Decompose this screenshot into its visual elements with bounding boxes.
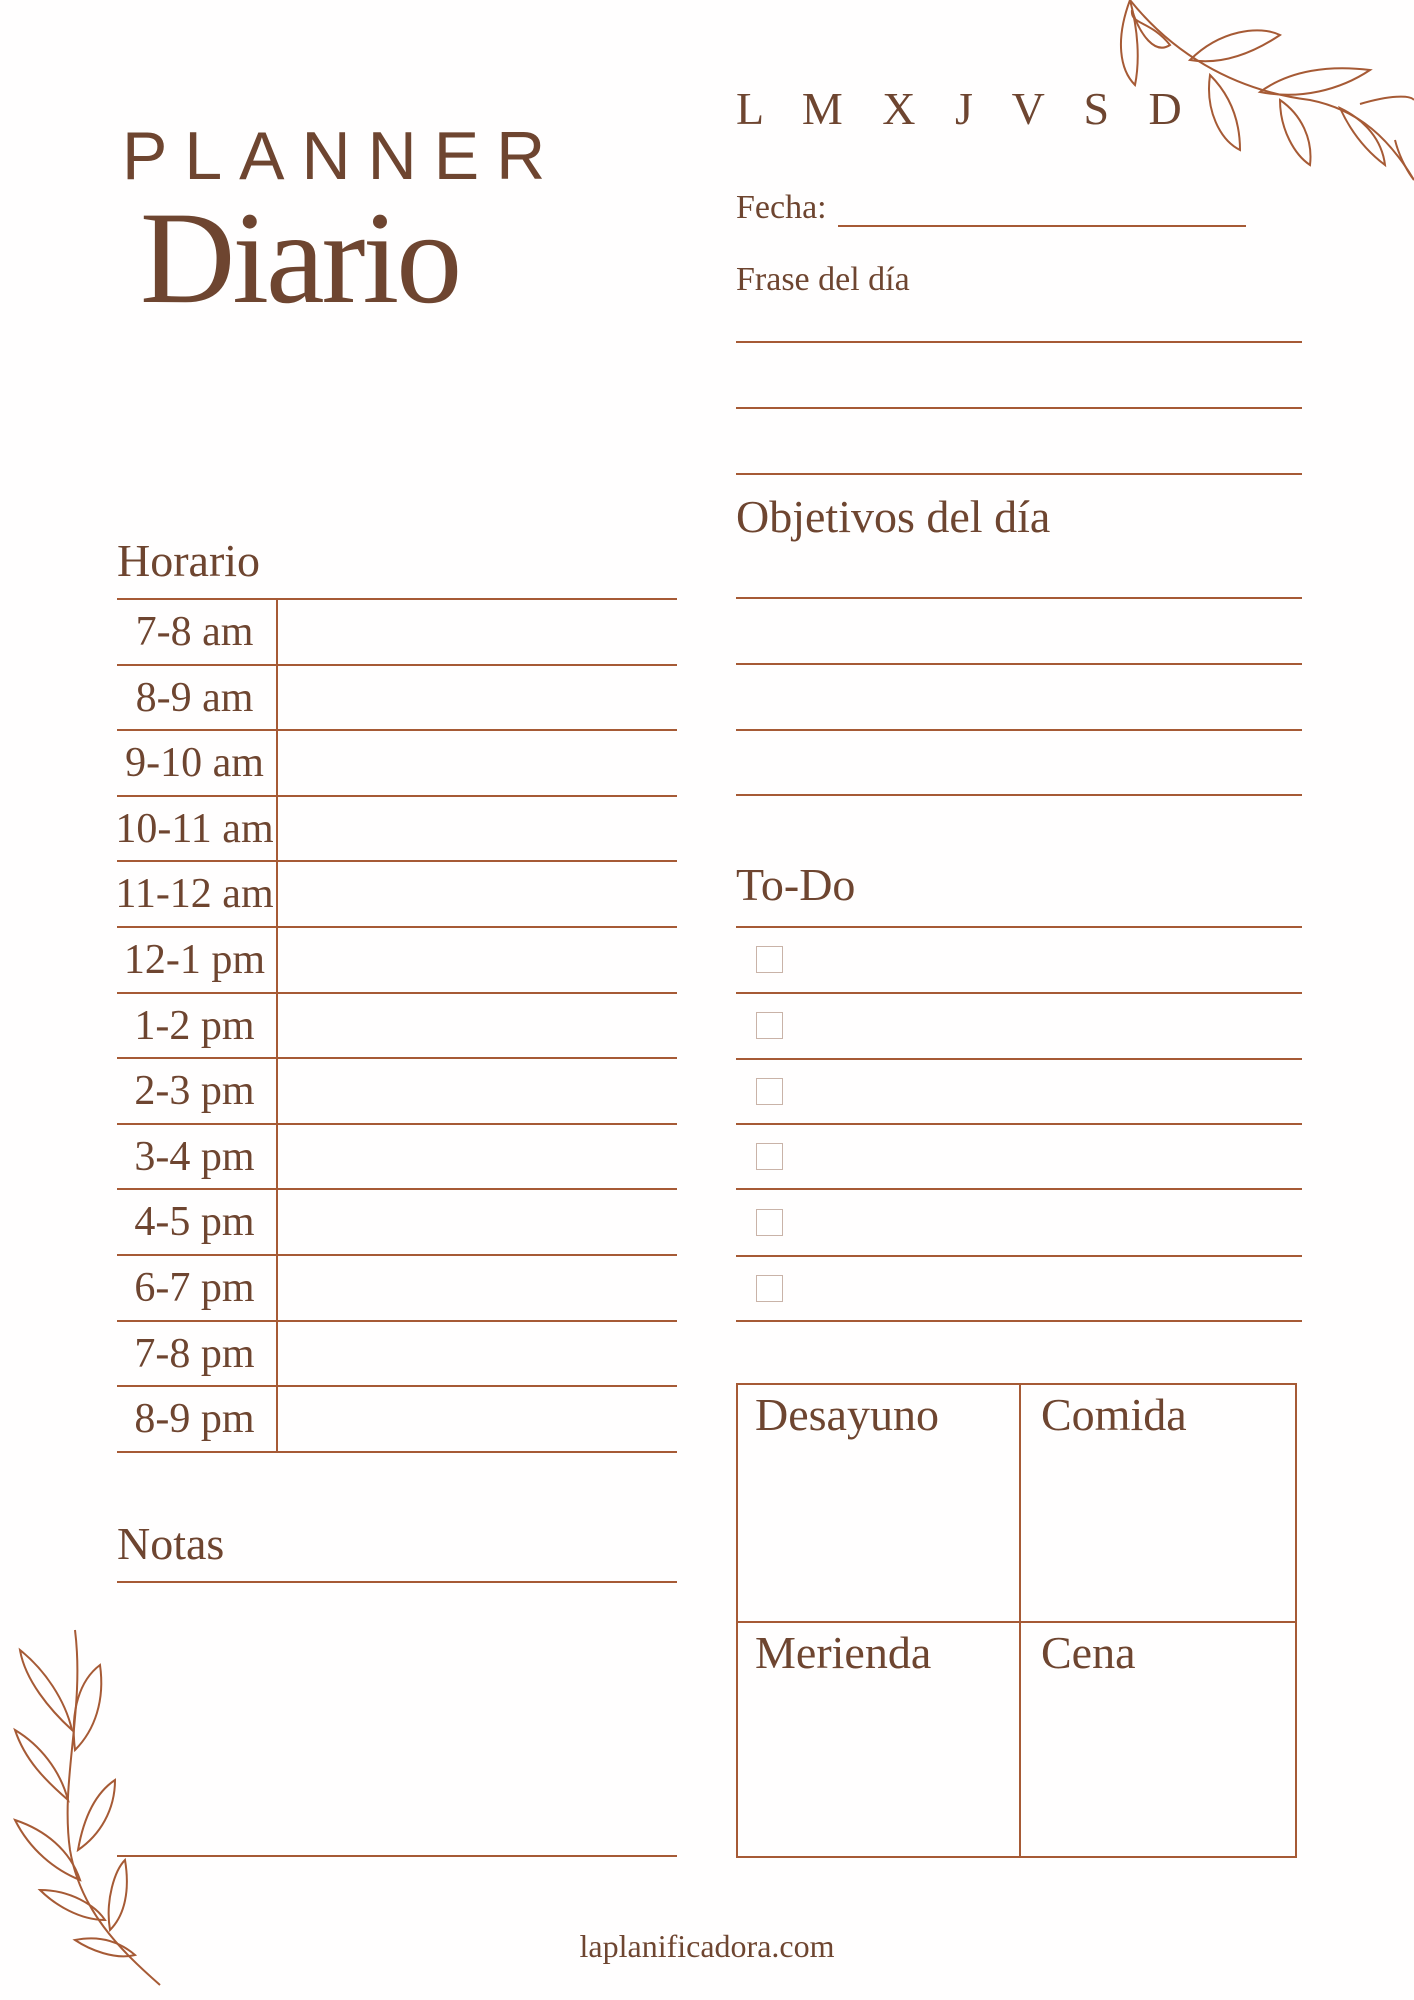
schedule-time-label: 8-9 am [135,675,254,721]
notas-heading: Notas [117,1518,225,1569]
schedule-slot[interactable] [279,862,677,924]
meal-desayuno[interactable]: Desayuno [755,1389,939,1440]
schedule-slot[interactable] [279,731,677,793]
objetivo-line[interactable] [736,794,1302,796]
fecha-input-line[interactable] [838,225,1246,227]
frase-line[interactable] [736,407,1302,409]
schedule-slot[interactable] [279,1322,677,1384]
fecha-label: Fecha: [736,189,827,226]
schedule-slot[interactable] [279,666,677,728]
schedule-time-label: 12-1 pm [123,937,266,983]
schedule-slot[interactable] [279,1256,677,1318]
schedule-time-label: 7-8 am [135,609,254,655]
objetivo-line[interactable] [736,597,1302,599]
schedule-time-label: 7-8 pm [134,1331,255,1377]
todo-line [736,992,1302,994]
schedule-divider [276,598,278,1451]
schedule-slot[interactable] [279,994,677,1056]
schedule-time-label: 6-7 pm [134,1265,255,1311]
todo-line [736,926,1302,928]
planner-title: PLANNER [122,118,563,194]
todo-checkbox[interactable] [756,1143,783,1170]
objetivo-line[interactable] [736,663,1302,665]
horario-heading: Horario [117,535,261,586]
frase-line[interactable] [736,341,1302,343]
schedule-slot[interactable] [279,1125,677,1187]
schedule-slot[interactable] [279,928,677,990]
footer-website: laplanificadora.com [579,1928,835,1964]
todo-checkbox[interactable] [756,1275,783,1302]
objetivos-heading: Objetivos del día [736,491,1051,542]
schedule-slot[interactable] [279,1059,677,1121]
meal-comida[interactable]: Comida [1041,1389,1187,1440]
todo-line [736,1058,1302,1060]
todo-line [736,1123,1302,1125]
schedule-slot[interactable] [279,797,677,859]
meal-merienda[interactable]: Merienda [755,1627,932,1678]
schedule-time-label: 9-10 am [125,740,264,786]
schedule-time-label: 2-3 pm [134,1068,255,1114]
todo-checkbox[interactable] [756,1078,783,1105]
schedule-time-label: 3-4 pm [134,1134,255,1180]
frase-line[interactable] [736,473,1302,475]
notas-top-line [117,1581,677,1583]
todo-checkbox[interactable] [756,1209,783,1236]
meal-cena[interactable]: Cena [1041,1627,1136,1678]
schedule-slot[interactable] [279,1387,677,1449]
schedule-time-label: 4-5 pm [134,1199,255,1245]
schedule-time-label: 10-11 am [115,806,274,852]
todo-heading: To-Do [736,859,856,910]
notas-area[interactable] [117,1584,677,1854]
notas-bottom-line [117,1855,677,1857]
schedule-time-label: 8-9 pm [134,1396,255,1442]
schedule-slot[interactable] [279,1190,677,1252]
meals-divider-horizontal [736,1621,1297,1623]
todo-line [736,1320,1302,1322]
schedule-time-label: 1-2 pm [134,1003,255,1049]
schedule-slot[interactable] [279,600,677,662]
schedule-line [117,1451,677,1453]
objetivo-line[interactable] [736,729,1302,731]
todo-line [736,1255,1302,1257]
weekday-selector[interactable]: L M X J V S D [736,83,1196,134]
todo-line [736,1188,1302,1190]
schedule-time-label: 11-12 am [115,871,274,917]
todo-checkbox[interactable] [756,946,783,973]
todo-checkbox[interactable] [756,1012,783,1039]
diario-title: Diario [140,184,460,331]
frase-label: Frase del día [736,261,910,298]
